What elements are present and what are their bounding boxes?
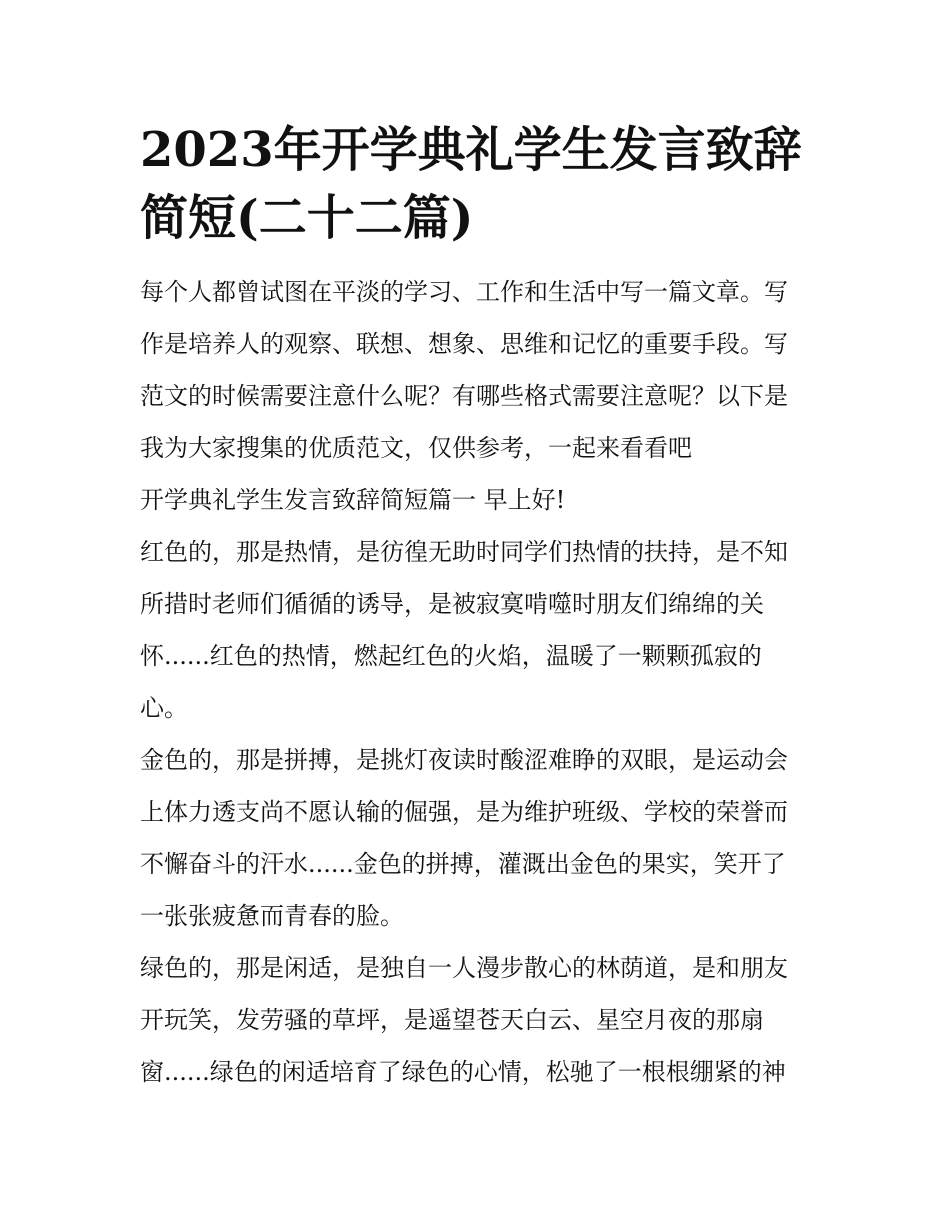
text-line: 红色的，那是热情，是彷徨无助时同学们热情的扶持，是不知 [140, 538, 788, 566]
title-line-2: 简短(二十二篇) [140, 190, 474, 246]
text-line: 我为大家搜集的优质范文，仅供参考，一起来看看吧 [140, 434, 692, 462]
text-line: 范文的时候需要注意什么呢？有哪些格式需要注意呢？以下是 [140, 382, 788, 410]
paragraph-section-heading [140, 474, 815, 526]
text-line: 金色的，那是拼搏，是挑灯夜读时酸涩难睁的双眼，是运动会 [140, 746, 788, 774]
paragraph-red [140, 526, 815, 734]
paragraph-green [140, 942, 815, 1098]
document-page [140, 116, 815, 1098]
text-line: 怀......红色的热情，燃起红色的火焰，温暖了一颗颗孤寂的 [140, 642, 762, 670]
text-line: 开学典礼学生发言致辞简短篇一 早上好! [140, 486, 566, 514]
document-title [140, 116, 815, 252]
text-line: 绿色的，那是闲适，是独自一人漫步散心的林荫道，是和朋友 [140, 954, 788, 982]
text-line: 所措时老师们循循的诱导，是被寂寞啃噬时朋友们绵绵的关 [140, 590, 764, 618]
paragraph-intro [140, 266, 815, 474]
text-line: 一张张疲惫而青春的脸。 [140, 902, 404, 930]
title-line-1: 2023年开学典礼学生发言致辞 [140, 122, 802, 178]
document-body [140, 266, 815, 1098]
text-line: 每个人都曾试图在平淡的学习、工作和生活中写一篇文章。写 [140, 278, 788, 306]
text-line: 作是培养人的观察、联想、想象、思维和记忆的重要手段。写 [140, 330, 788, 358]
paragraph-gold [140, 734, 815, 942]
text-line: 开玩笑，发劳骚的草坪，是遥望苍天白云、星空月夜的那扇 [140, 1006, 764, 1034]
text-line: 不懈奋斗的汗水......金色的拼搏，灌溉出金色的果实，笑开了 [140, 850, 786, 878]
text-line: 窗......绿色的闲适培育了绿色的心情，松驰了一根根绷紧的神 [140, 1058, 786, 1086]
text-line: 心。 [140, 694, 188, 722]
text-line: 上体力透支尚不愿认输的倔强，是为维护班级、学校的荣誉而 [140, 798, 788, 826]
